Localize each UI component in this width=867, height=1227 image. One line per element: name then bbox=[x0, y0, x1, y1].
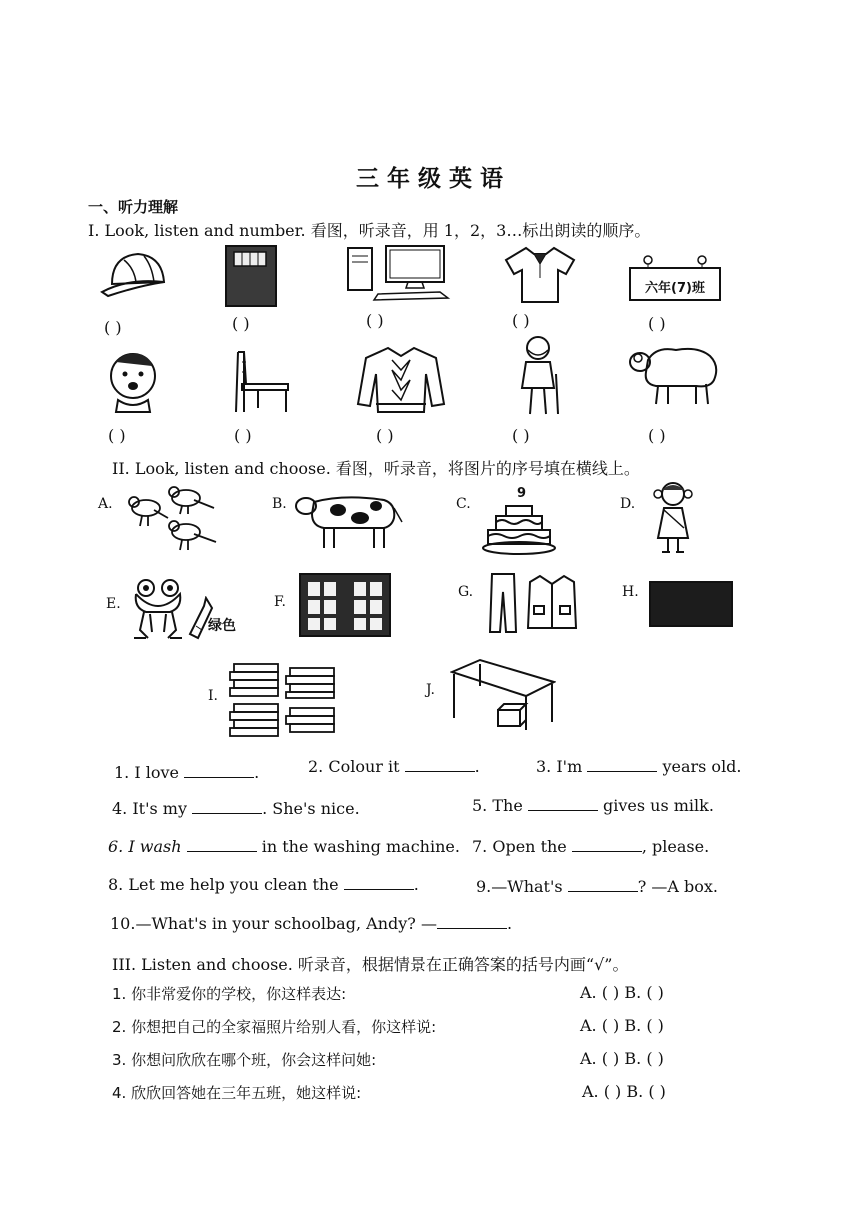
birds-icon bbox=[124, 484, 230, 556]
question-9: 9.—What's ? —A box. bbox=[476, 877, 718, 896]
question-3: 3. I'm years old. bbox=[536, 757, 742, 776]
answer-paren[interactable]: ( ) bbox=[512, 311, 530, 330]
answer-blank[interactable] bbox=[528, 796, 598, 811]
tshirt-icon bbox=[502, 244, 578, 304]
grandpa-icon bbox=[512, 334, 566, 416]
situation-item: 2. 你想把自己的全家福照片给别人看，你这样说: bbox=[112, 1018, 437, 1036]
answer-paren[interactable]: ( ) bbox=[232, 314, 250, 333]
letter-i: I. bbox=[208, 688, 218, 704]
question-1: 1. I love . bbox=[114, 763, 260, 782]
letter-b: B. bbox=[272, 496, 287, 512]
page-title: 三年级英语 bbox=[356, 166, 511, 192]
class-sign-label: 六年(7)班 bbox=[645, 281, 705, 296]
cow-icon bbox=[294, 488, 404, 550]
computer-icon bbox=[344, 244, 456, 302]
frog-icon bbox=[130, 578, 186, 642]
situation-item: 3. 你想问欣欣在哪个班，你会这样问她: bbox=[112, 1051, 377, 1069]
letter-g: G. bbox=[458, 584, 474, 600]
letter-h: H. bbox=[622, 584, 639, 600]
answer-options[interactable]: A. ( ) B. ( ) bbox=[582, 1082, 666, 1101]
letter-j: J. bbox=[426, 682, 435, 698]
question-7: 7. Open the , please. bbox=[472, 837, 710, 856]
blackboard-icon bbox=[648, 580, 734, 628]
answer-options[interactable]: A. ( ) B. ( ) bbox=[580, 1016, 664, 1035]
cake-number: 9 bbox=[517, 486, 527, 501]
question-6: 6. I wash in the washing machine. bbox=[108, 837, 460, 856]
question-2: 2. Colour it . bbox=[308, 757, 480, 776]
situation-item: 1. 你非常爱你的学校，你这样表达: bbox=[112, 985, 347, 1003]
books-icon bbox=[228, 660, 344, 738]
answer-paren[interactable]: ( ) bbox=[648, 426, 666, 445]
door-icon bbox=[224, 244, 278, 308]
letter-a: A. bbox=[98, 496, 113, 512]
sheep-icon bbox=[626, 342, 720, 406]
answer-blank[interactable] bbox=[568, 877, 638, 892]
question-4: 4. It's my . She's nice. bbox=[112, 799, 360, 818]
clothes-icon bbox=[486, 570, 586, 634]
answer-options[interactable]: A. ( ) B. ( ) bbox=[580, 1049, 664, 1068]
baby-icon bbox=[104, 350, 162, 414]
answer-blank[interactable] bbox=[192, 799, 262, 814]
question-5: 5. The gives us milk. bbox=[472, 796, 714, 815]
answer-paren[interactable]: ( ) bbox=[104, 318, 122, 337]
answer-blank[interactable] bbox=[184, 763, 254, 778]
answer-blank[interactable] bbox=[572, 837, 642, 852]
part2-instruction: II. Look, listen and choose. 看图，听录音，将图片的序号填在横线上。 bbox=[112, 459, 640, 478]
letter-c: C. bbox=[456, 496, 471, 512]
answer-blank[interactable] bbox=[344, 875, 414, 890]
answer-paren[interactable]: ( ) bbox=[234, 426, 252, 445]
answer-paren[interactable]: ( ) bbox=[366, 311, 384, 330]
green-label: 绿色 bbox=[208, 618, 236, 634]
part3-instruction: III. Listen and choose. 听录音，根据情景在正确答案的括号内画“√”。 bbox=[112, 955, 629, 974]
answer-options[interactable]: A. ( ) B. ( ) bbox=[580, 983, 664, 1002]
question-10: 10.—What's in your schoolbag, Andy? — . bbox=[110, 914, 513, 933]
answer-paren[interactable]: ( ) bbox=[108, 426, 126, 445]
girl-icon bbox=[648, 480, 698, 556]
question-8: 8. Let me help you clean the . bbox=[108, 875, 419, 894]
chair-icon bbox=[228, 348, 294, 414]
sweater-icon bbox=[356, 344, 446, 414]
answer-paren[interactable]: ( ) bbox=[512, 426, 530, 445]
cap-icon bbox=[98, 248, 172, 304]
answer-paren[interactable]: ( ) bbox=[648, 314, 666, 333]
answer-blank[interactable] bbox=[587, 757, 657, 772]
section-heading: 一、听力理解 bbox=[88, 198, 179, 216]
answer-blank[interactable] bbox=[405, 757, 475, 772]
cake-icon bbox=[480, 500, 558, 556]
table-icon bbox=[450, 656, 556, 732]
letter-f: F. bbox=[274, 594, 286, 610]
answer-paren[interactable]: ( ) bbox=[376, 426, 394, 445]
situation-item: 4. 欣欣回答她在三年五班，她这样说: bbox=[112, 1084, 362, 1102]
answer-blank[interactable] bbox=[437, 914, 507, 929]
letter-e: E. bbox=[106, 596, 121, 612]
window-icon bbox=[298, 572, 392, 638]
answer-blank[interactable] bbox=[187, 837, 257, 852]
letter-d: D. bbox=[620, 496, 636, 512]
part1-instruction: I. Look, listen and number. 看图，听录音，用 1，2，3…标出朗读的顺序。 bbox=[88, 221, 651, 240]
